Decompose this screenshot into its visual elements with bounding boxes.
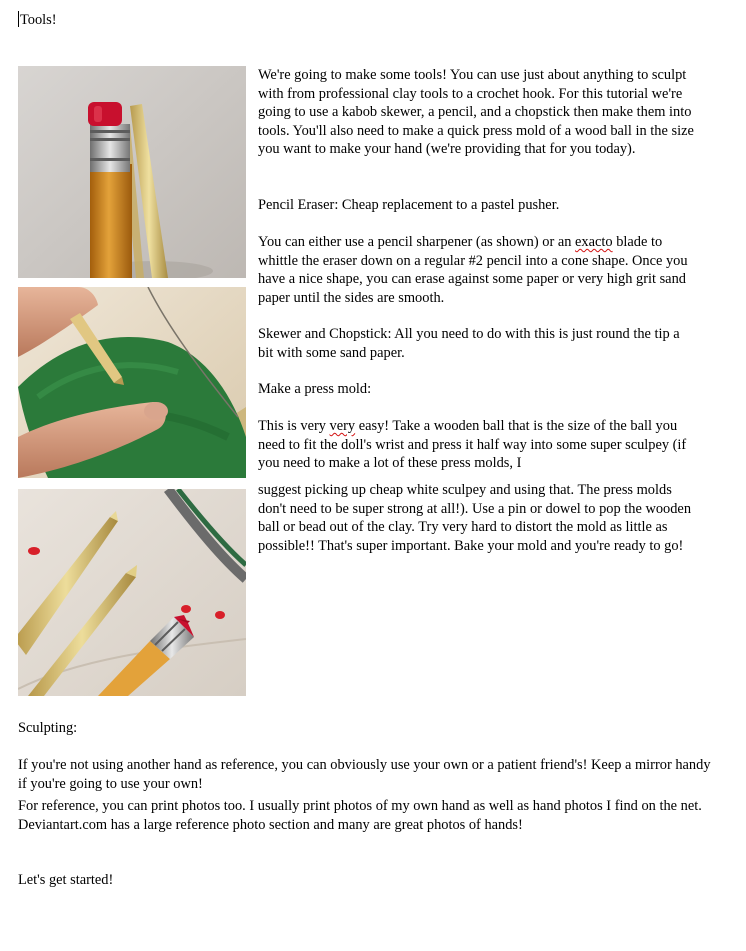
spellcheck-flag-word[interactable]: exacto	[575, 234, 613, 250]
sculpting-paragraph-2: For reference, you can print photos too. I usually print photos of my own hand as well as hand photos I find on the net. Deviantart.com has a large reference photo section and many are great photos of hands!	[18, 798, 702, 833]
photo-sanding-pencil-tip	[18, 287, 246, 478]
sculpting-paragraph-1: If you're not using another hand as reference, you can obviously use your own or a patient friend's! Keep a mirror handy if you're going to use your own!	[18, 757, 711, 792]
closing-line: Let's get started!	[18, 872, 114, 888]
press-mold-paragraph: This is very very easy! Take a wooden ball that is the size of the ball you need to fit the doll's wrist and press it half way into some super sculpey (if you need to make a lot of these press molds, I	[258, 418, 687, 471]
photo-finished-tools	[18, 489, 246, 696]
press-mold-continued: suggest picking up cheap white sculpey and using that. The press molds don't need to be super strong at all!). Use a pin or dowel to pop the wooden ball or bead out of the clay. Try very hard to distort the mold as little as possible!! That's super important. Bake your mold and you're ready to go!	[258, 482, 692, 554]
pencil-heading: Pencil Eraser: Cheap replacement to a pastel pusher.	[258, 197, 560, 213]
document-title: Tools!	[20, 12, 57, 28]
instructions-column	[258, 66, 698, 159]
press-mold-heading: Make a press mold:	[258, 381, 372, 397]
intro-paragraph: We're going to make some tools! You can use just about anything to sculpt with from professional clay tools to a crochet hook. For this tutorial we're going to use a kabob skewer, a pencil, and a chopstick then make them into tools. You'll also need to make a quick press mold of a wood ball in the size you want to make your hand (we're providing that for you today).	[258, 67, 694, 157]
skewer-paragraph: Skewer and Chopstick: All you need to do with this is just round the tip a bit with some sand paper.	[258, 326, 680, 361]
photo-pencil-and-chopstick	[18, 66, 246, 278]
text-cursor	[18, 11, 19, 27]
sculpting-heading: Sculpting:	[18, 720, 78, 736]
spellcheck-flag-word[interactable]: very	[329, 418, 356, 434]
pencil-paragraph: You can either use a pencil sharpener (as shown) or an exacto blade to whittle the eraser down on a regular #2 pencil into a cone shape. Once you have a nice shape, you can erase against some paper or very high grit sand paper until the sides are smooth.	[258, 234, 688, 306]
